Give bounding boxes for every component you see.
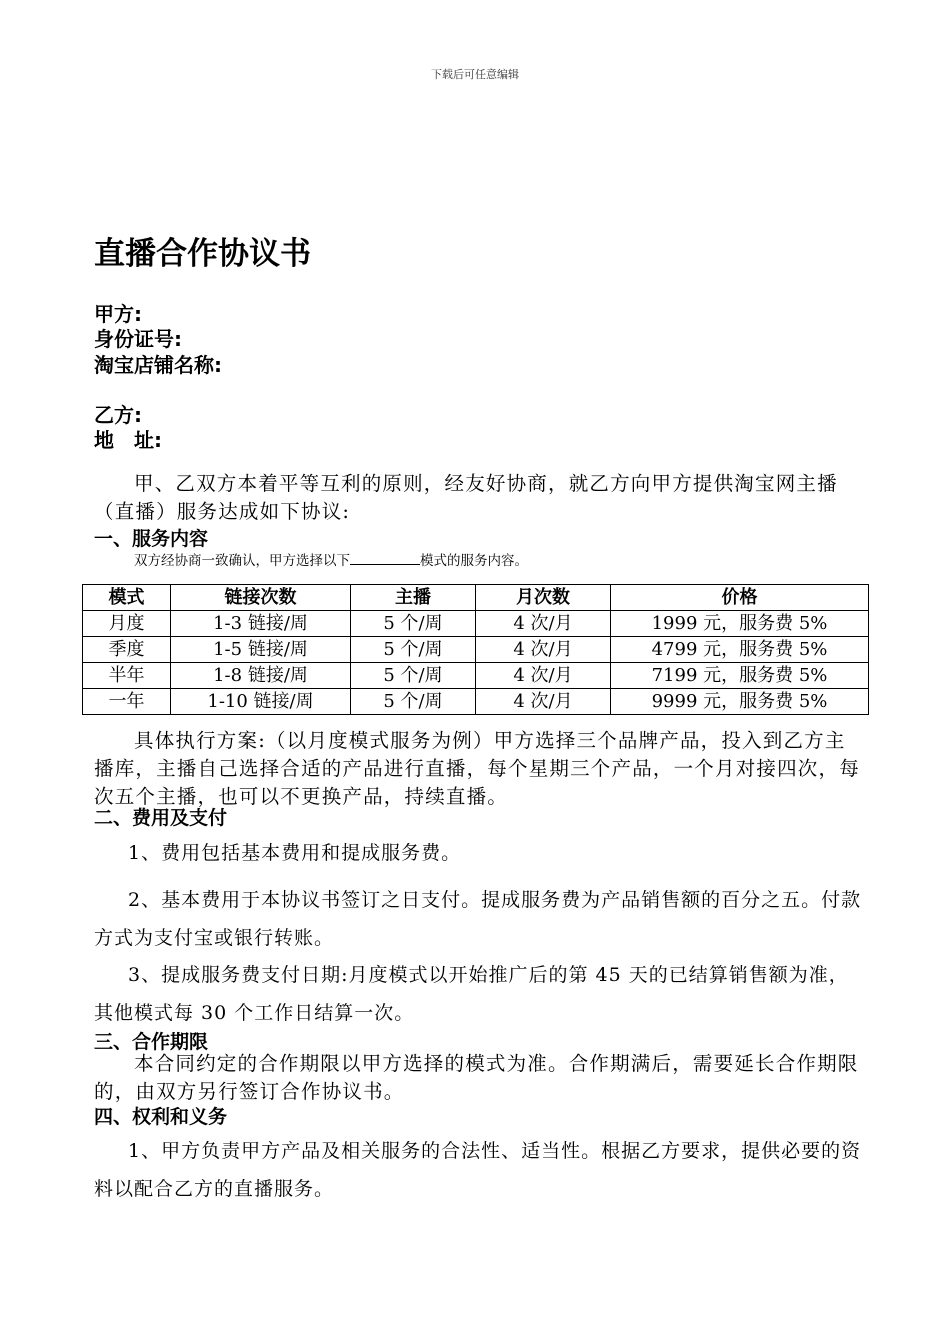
cell-mode: 半年: [83, 663, 171, 689]
cell-monthly-count: 4 次/月: [476, 637, 611, 663]
header-link-count: 链接次数: [171, 585, 351, 611]
cell-monthly-count: 4 次/月: [476, 663, 611, 689]
party-b-address-label: 地 址:: [94, 428, 162, 452]
cell-host: 5 个/周: [351, 689, 476, 715]
table-row: [83, 689, 869, 715]
execution-paragraph: 具体执行方案:（以月度模式服务为例）甲方选择三个品牌产品，投入到乙方主播库，主播自己选择合适的产品进行直播，每个星期三个产品，一个月对接四次，每次五个主播，也可以不更换产品，持续直播。: [94, 729, 860, 808]
cell-price: 1999 元，服务费 5%: [611, 611, 869, 637]
service-note-before: 双方经协商一致确认，甲方选择以下: [134, 553, 350, 569]
term-paragraph: 本合同约定的合作期限以甲方选择的模式为准。合作期满后，需要延长合作期限的，由双方另行签订合作协议书。: [94, 1052, 859, 1103]
fee-item-1: 1、费用包括基本费用和提成服务费。: [128, 842, 462, 864]
table-header-row: [83, 585, 869, 611]
document-title: 直播合作协议书: [94, 236, 311, 272]
table-row: [83, 611, 869, 637]
cell-monthly-count: 4 次/月: [476, 689, 611, 715]
party-a-label: 甲方:: [94, 302, 142, 326]
cell-price: 7199 元，服务费 5%: [611, 663, 869, 689]
table-row: [83, 663, 869, 689]
cell-price: 4799 元，服务费 5%: [611, 637, 869, 663]
section-1-heading: 一、服务内容: [94, 528, 209, 550]
mode-table: [82, 584, 869, 715]
service-note: [134, 549, 528, 569]
cell-link-count: 1-5 链接/周: [171, 637, 351, 663]
cell-mode: 季度: [83, 637, 171, 663]
fee-item-2: 2、基本费用于本协议书签订之日支付。提成服务费为产品销售额的百分之五。付款方式为支付宝或银行转账。: [94, 889, 862, 949]
cell-link-count: 1-10 链接/周: [171, 689, 351, 715]
cell-mode: 一年: [83, 689, 171, 715]
table-row: [83, 637, 869, 663]
party-a-id-label: 身份证号:: [94, 327, 182, 351]
cell-link-count: 1-8 链接/周: [171, 663, 351, 689]
rights-item-1: 1、甲方负责甲方产品及相关服务的合法性、适当性。根据乙方要求，提供必要的资料以配合乙方的直播服务。: [94, 1140, 862, 1200]
cell-link-count: 1-3 链接/周: [171, 611, 351, 637]
header-price: 价格: [611, 585, 869, 611]
cell-host: 5 个/周: [351, 663, 476, 689]
cell-host: 5 个/周: [351, 637, 476, 663]
section-3-heading: 三、合作期限: [94, 1031, 209, 1053]
header-host: 主播: [351, 585, 476, 611]
header-monthly-count: 月次数: [476, 585, 611, 611]
party-b-label: 乙方:: [94, 403, 142, 427]
header-note: 下载后可任意编辑: [431, 68, 519, 81]
cell-mode: 月度: [83, 611, 171, 637]
party-a-shop-label: 淘宝店铺名称:: [94, 353, 222, 377]
intro-paragraph: 甲、乙双方本着平等互利的原则，经友好协商，就乙方向甲方提供淘宝网主播（直播）服务达成如下协议:: [94, 472, 838, 523]
cell-price: 9999 元，服务费 5%: [611, 689, 869, 715]
header-mode: 模式: [83, 585, 171, 611]
section-4-heading: 四、权利和义务: [94, 1106, 228, 1128]
service-note-after: 模式的服务内容。: [420, 553, 528, 569]
cell-host: 5 个/周: [351, 611, 476, 637]
mode-blank: [350, 552, 420, 565]
section-2-heading: 二、费用及支付: [94, 807, 228, 829]
cell-monthly-count: 4 次/月: [476, 611, 611, 637]
fee-item-3: 3、提成服务费支付日期:月度模式以开始推广后的第 45 天的已结算销售额为准，其他模式每 30 个工作日结算一次。: [94, 964, 849, 1024]
